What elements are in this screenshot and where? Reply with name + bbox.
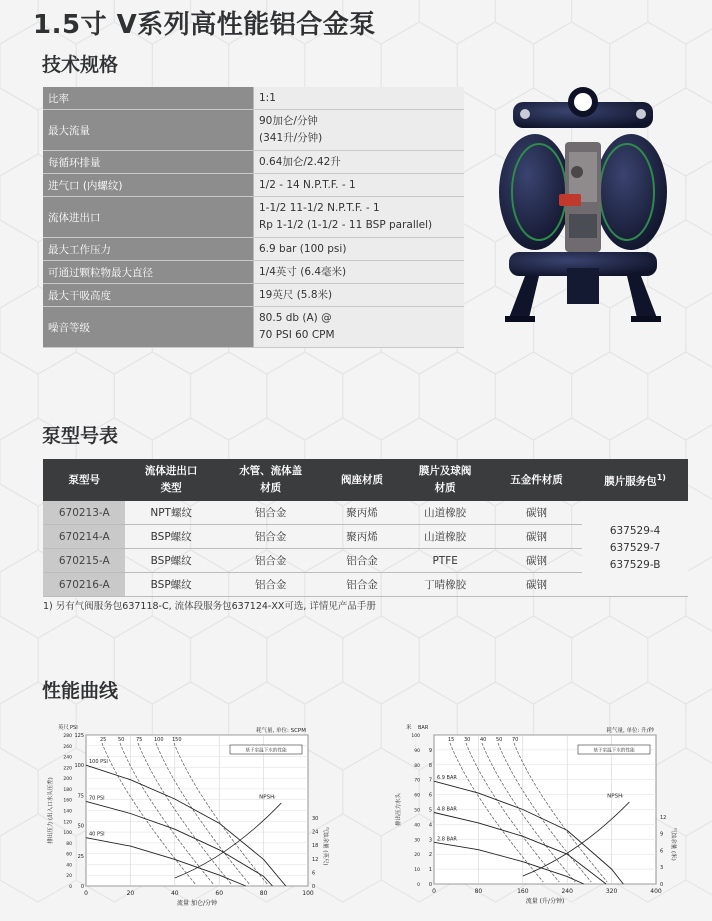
spec-label: 进气口 (内螺纹): [43, 174, 254, 197]
table-cell: BSP螺纹: [125, 549, 216, 573]
y-tick-label: 140: [63, 809, 72, 815]
spec-value-line: Rp 1-1/2 (1-1/2 - 11 BSP parallel): [259, 219, 433, 231]
x-axis-label: 流量 (升/分钟): [525, 898, 565, 905]
y-tick-label-inner: 8: [428, 762, 432, 769]
table-cell: BSP螺纹: [125, 525, 216, 549]
spec-value: [254, 87, 465, 110]
spec-value-line: 1/4英寸 (6.4毫米): [259, 265, 347, 278]
model-number: 670213-A: [43, 501, 125, 525]
models-col-header: 水管、流体盖 材质: [217, 459, 325, 501]
x-tick-label: 80: [474, 888, 483, 895]
right-tick-label: 0: [312, 884, 316, 890]
section-heading-models: 泵型号表: [42, 425, 119, 447]
y-tick-label: 70: [414, 778, 420, 784]
air-consumption-title: 耗气量, 单位: SCPM: [256, 728, 306, 734]
right-tick-label: 9: [660, 831, 664, 838]
y-axis-outer-unit: 英尺: [58, 725, 70, 731]
pressure-label: 4.8 BAR: [437, 806, 457, 813]
table-cell: 铝合金: [217, 549, 325, 573]
x-tick-label: 20: [126, 890, 135, 897]
y-tick-label: 120: [63, 820, 72, 826]
spec-row: [43, 197, 464, 238]
air-tick-label: 40: [480, 737, 487, 743]
y-tick-label: 90: [414, 748, 420, 754]
y-tick-label-inner: 5: [428, 807, 432, 814]
x-tick-label: 60: [215, 890, 224, 897]
footnote: 1) 另有气阀服务包637118-C, 流体段服务包637124-XX可选, 详情见产品手册: [43, 601, 376, 612]
right-tick-label: 18: [312, 843, 319, 850]
note-text: 基于室温下水的性能: [593, 748, 635, 754]
table-cell: 丁晴橡胶: [400, 573, 491, 597]
table-cell: 山道橡胶: [400, 501, 491, 525]
x-tick-label: 240: [561, 888, 573, 895]
y-tick-label-inner: 50: [77, 823, 84, 830]
pressure-label: 2.8 BAR: [437, 836, 457, 843]
y-tick-label: 180: [63, 787, 72, 793]
spec-row: [43, 110, 464, 151]
y-tick-label: 20: [66, 874, 72, 880]
table-cell: 聚丙烯: [325, 525, 400, 549]
table-cell: NPT螺纹: [125, 501, 216, 525]
table-cell: 碳钢: [491, 573, 582, 597]
spec-value: [254, 151, 465, 174]
y-tick-label-inner: 2: [428, 852, 432, 859]
table-cell: 山道橡胶: [400, 525, 491, 549]
spec-value-line: 90加仑/分钟: [259, 115, 318, 127]
spec-label: 每循环排量: [43, 151, 254, 174]
service-kit: 637529-7: [609, 542, 661, 554]
service-kit-cell: [582, 501, 688, 597]
right-axis-label: 气蚀余量 (米): [670, 827, 676, 861]
air-tick-label: 50: [118, 737, 125, 743]
spec-value-line: 0.64加仑/2.42升: [259, 155, 341, 168]
y-axis-label: 排出压力水头: [396, 792, 402, 827]
right-tick-label: 6: [312, 870, 316, 877]
model-number: 670215-A: [43, 549, 125, 573]
table-cell: 碳钢: [491, 525, 582, 549]
spec-table: [43, 87, 464, 348]
x-tick-label: 100: [302, 890, 314, 897]
spec-row: [43, 151, 464, 174]
spec-row: [43, 174, 464, 197]
service-kit: 637529-B: [609, 559, 661, 571]
y-axis-label: 排出压力 (出入口水头压差): [48, 777, 54, 844]
y-tick-label: 260: [63, 744, 72, 750]
pressure-label: 40 PSI: [89, 831, 105, 838]
pressure-label: 100 PSI: [89, 759, 108, 766]
y-tick-label-inner: 125: [74, 733, 84, 739]
spec-label: 比率: [43, 87, 254, 110]
x-tick-label: 0: [84, 890, 88, 897]
spec-value: [254, 174, 465, 197]
y-tick-label: 0: [69, 885, 72, 890]
y-tick-label: 80: [66, 841, 72, 847]
model-number: 670216-A: [43, 573, 125, 597]
y-tick-label: 100: [63, 831, 72, 837]
x-tick-label: 40: [170, 890, 179, 897]
spec-value-line: 80.5 db (A) @: [259, 312, 332, 324]
right-tick-label: 12: [660, 814, 667, 821]
y-tick-label: 200: [63, 777, 72, 783]
air-tick-label: 50: [496, 737, 503, 743]
models-col-header: 五金件材质: [491, 459, 582, 501]
y-tick-label: 30: [414, 838, 420, 844]
performance-chart-imperial: [42, 710, 342, 910]
right-tick-label: 6: [660, 848, 664, 855]
spec-label: 噪音等级: [43, 307, 254, 348]
section-heading-spec: 技术规格: [42, 54, 119, 76]
spec-value-line: 1/2 - 14 N.P.T.F. - 1: [259, 178, 356, 191]
spec-value: [254, 261, 465, 284]
y-tick-label: 240: [63, 755, 72, 761]
y-tick-label: 60: [66, 852, 72, 858]
table-cell: 铝合金: [325, 549, 400, 573]
spec-value-line: 19英尺 (5.8米): [259, 288, 333, 301]
right-tick-label: 0: [660, 882, 664, 888]
spec-label: 流体进出口: [43, 197, 254, 238]
y-tick-label-inner: 0: [80, 884, 84, 890]
air-tick-label: 25: [100, 737, 107, 743]
x-tick-label: 0: [432, 888, 436, 895]
y-tick-label-inner: 3: [428, 837, 432, 844]
y-axis-inner-unit: BAR: [418, 725, 429, 731]
right-tick-label: 3: [660, 865, 664, 872]
air-tick-label: 15: [448, 737, 455, 743]
spec-row: [43, 307, 464, 348]
y-tick-label-inner: 6: [428, 792, 432, 799]
spec-label: 最大干吸高度: [43, 284, 254, 307]
air-tick-label: 100: [154, 737, 164, 743]
y-tick-label-inner: 1: [428, 867, 432, 874]
performance-chart-metric: [390, 712, 690, 912]
spec-value-line: 1:1: [259, 91, 276, 104]
right-tick-label: 24: [312, 829, 319, 836]
x-tick-label: 320: [605, 888, 618, 895]
page-title: 1.5寸 V系列高性能铝合金泵: [33, 10, 376, 40]
table-cell: 铝合金: [325, 573, 400, 597]
table-cell: PTFE: [400, 549, 491, 573]
y-tick-label-inner: 4: [428, 822, 432, 829]
x-tick-label: 160: [517, 888, 529, 895]
y-tick-label: 10: [414, 868, 420, 874]
spec-row: [43, 261, 464, 284]
pump-image: [495, 82, 671, 328]
spec-row: [43, 284, 464, 307]
model-number: 670214-A: [43, 525, 125, 549]
air-tick-label: 150: [172, 737, 182, 743]
air-tick-label: 75: [136, 737, 143, 743]
pressure-label: 70 PSI: [89, 795, 105, 802]
npsh-label: NPSHᵣ: [607, 793, 624, 800]
table-cell: BSP螺纹: [125, 573, 216, 597]
spec-row: [43, 238, 464, 261]
y-tick-label: 0: [417, 883, 420, 888]
y-tick-label: 40: [66, 863, 72, 869]
y-tick-label: 50: [414, 808, 420, 814]
spec-value: [254, 110, 465, 151]
spec-label: 最大工作压力: [43, 238, 254, 261]
service-kit: 637529-4: [609, 525, 661, 537]
y-tick-label-inner: 25: [77, 853, 84, 860]
y-tick-label-inner: 0: [428, 882, 432, 888]
x-tick-label: 400: [650, 888, 662, 895]
table-cell: 碳钢: [491, 501, 582, 525]
y-axis-outer-unit: 米: [406, 725, 412, 731]
table-row: [43, 501, 688, 525]
y-tick-label: 280: [63, 734, 72, 739]
air-tick-label: 30: [464, 737, 471, 743]
section-heading-curves: 性能曲线: [42, 680, 119, 702]
pressure-label: 6.9 BAR: [437, 775, 457, 782]
spec-row: [43, 87, 464, 110]
models-col-header: 膜片及球阀 材质: [400, 459, 491, 501]
x-tick-label: 80: [259, 890, 268, 897]
spec-label: 最大流量: [43, 110, 254, 151]
air-tick-label: 70: [512, 737, 519, 743]
y-tick-label: 40: [414, 823, 420, 829]
models-col-header: 膜片服务包$^{1)}$: [582, 459, 688, 501]
models-col-header: 流体进出口 类型: [125, 459, 216, 501]
right-axis-label: 气蚀余量 (英尺): [322, 826, 328, 866]
spec-value-line: 70 PSI 60 CPM: [259, 329, 335, 341]
table-cell: 碳钢: [491, 549, 582, 573]
y-tick-label: 80: [414, 763, 420, 769]
y-tick-label: 60: [414, 793, 420, 799]
x-axis-label: 流量 加仑/分钟: [177, 900, 217, 907]
y-tick-label-inner: 75: [77, 793, 84, 800]
spec-value: [254, 307, 465, 348]
note-text: 基于室温下水的性能: [245, 748, 287, 754]
y-tick-label: 160: [63, 798, 72, 804]
models-col-header: 阀座材质: [325, 459, 400, 501]
y-tick-label: 220: [63, 766, 72, 772]
spec-value-line: 1-1/2 11-1/2 N.P.T.F. - 1: [259, 202, 380, 214]
models-col-header: 泵型号: [43, 459, 125, 501]
y-tick-label: 100: [411, 734, 420, 739]
table-cell: 铝合金: [217, 501, 325, 525]
spec-value: [254, 284, 465, 307]
spec-value: [254, 238, 465, 261]
table-cell: 铝合金: [217, 525, 325, 549]
spec-value-line: (341升/分钟): [259, 132, 323, 144]
models-table: [43, 459, 688, 597]
spec-value: [254, 197, 465, 238]
y-axis-inner-unit: PSI: [70, 725, 78, 731]
y-tick-label-inner: 7: [428, 777, 432, 784]
y-tick-label-inner: 9: [428, 747, 432, 754]
npsh-label: NPSHᵣ: [259, 794, 276, 801]
air-consumption-title: 耗气量, 单位: 升/秒: [606, 728, 654, 734]
table-cell: 铝合金: [217, 573, 325, 597]
y-tick-label-inner: 100: [74, 763, 84, 770]
spec-value-line: 6.9 bar (100 psi): [259, 242, 347, 255]
table-cell: 聚丙烯: [325, 501, 400, 525]
right-tick-label: 12: [312, 856, 319, 863]
right-tick-label: 30: [312, 816, 319, 823]
y-tick-label: 20: [414, 853, 420, 859]
spec-label: 可通过颗粒物最大直径: [43, 261, 254, 284]
